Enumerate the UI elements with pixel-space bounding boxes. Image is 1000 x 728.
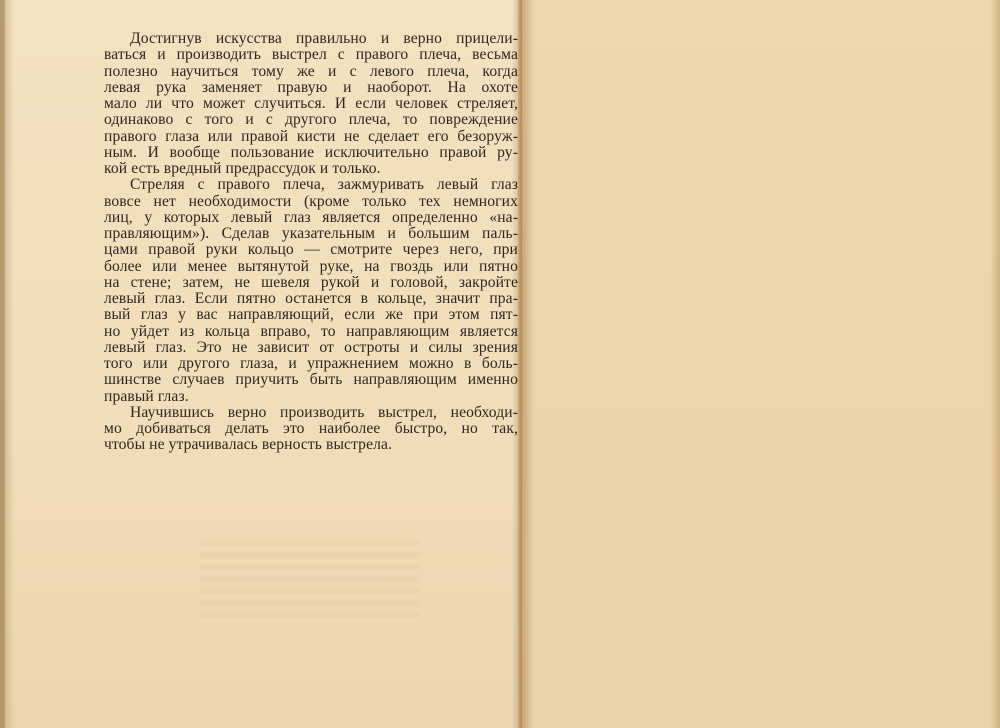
text-line: левый глаз. Это не зависит от остроты и силы зрения (104, 338, 518, 356)
text-line: правляющим»). Сделав указательным и большим паль- (104, 225, 518, 242)
text-line: левая рука заменяет правую и наоборот. На охоте (104, 78, 518, 96)
text-line: одинаково с того и с другого плеча, то повреждение (104, 111, 518, 129)
text-line: ным. И вообще пользование исключительно правой ру- (104, 143, 518, 161)
text-line: мо добиваться делать это наиболее быстро, но так, (104, 420, 518, 437)
text-line: полезно научиться тому же и с левого плеча, когда (104, 62, 518, 80)
text-line: но уйдет из кольца вправо, то направляющим является (104, 322, 518, 340)
text-line: мало ли что может случиться. И если человек стреляет, (104, 95, 518, 112)
page-edge (0, 0, 5, 728)
text-line: цами правой руки кольцо — смотрите через него, при (104, 241, 518, 259)
text-line: шинстве случаев приучить быть направляющим именно (104, 371, 518, 389)
text-line: чтобы не утрачивалась верность выстрела. (104, 436, 393, 454)
body-text (78, 31, 518, 454)
text-line: левый глаз. Если пятно останется в кольце, значит пра- (104, 290, 518, 307)
text-line: более или менее вытянутой руке, на гвоздь или пятно (104, 257, 518, 275)
text-line: Научившись верно производить выстрел, необходи- (130, 403, 518, 421)
text-line: ваться и производить выстрел с правого плеча, весьма (104, 46, 518, 64)
text-line: Достигнув искусства правильно и верно прицели- (130, 30, 518, 47)
text-line: вовсе нет необходимости (кроме только тех немногих (104, 192, 518, 210)
text-line: того или другого глаза, и упражнением можно в боль- (104, 355, 518, 372)
bleed-through-imprint (200, 540, 420, 620)
text-line: кой есть вредный предрассудок и только. (104, 160, 381, 177)
text-line: лиц, у которых левый глаз является определенно «на- (104, 208, 518, 226)
paragraph-1 (78, 31, 518, 177)
right-page (522, 0, 1000, 728)
paragraph-3 (78, 405, 518, 454)
paragraph-2 (78, 177, 518, 405)
text-line: правого глаза или правой кисти не сделает его безоруж- (104, 127, 518, 145)
text-line: правый глаз. (104, 387, 189, 405)
text-line: на стене; затем, не шевеля рукой и головой, закройте (104, 273, 518, 291)
text-line: Стреляя с правого плеча, зажмуривать левый глаз (130, 176, 518, 194)
text-line: вый глаз у вас направляющий, если же при этом пят- (104, 306, 518, 324)
